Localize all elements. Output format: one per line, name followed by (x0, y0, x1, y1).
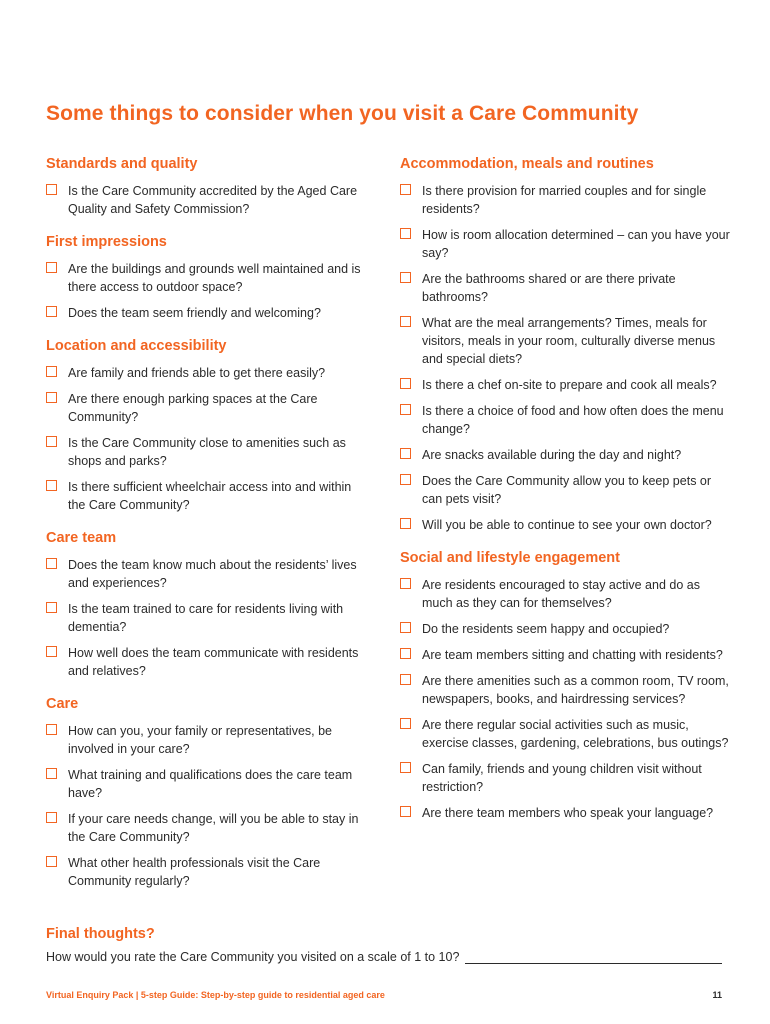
checklist-item (400, 314, 730, 368)
checklist-item (400, 576, 730, 612)
checklist-item (400, 646, 730, 664)
checkbox-icon[interactable] (46, 856, 57, 867)
checklist-item-text: Are there regular social activities such as music, exercise classes, gardening, celebrations, bus outings? (422, 718, 729, 750)
checkbox-icon[interactable] (46, 436, 57, 447)
checklist-item-text: Are family and friends able to get there easily? (68, 366, 326, 380)
checklist-item-text: Can family, friends and young children visit without restriction? (422, 762, 702, 794)
section-first-impressions (46, 234, 366, 322)
checklist-item (46, 478, 366, 514)
checkbox-icon[interactable] (400, 184, 411, 195)
checklist-item (46, 260, 366, 296)
rating-question: How would you rate the Care Community you visited on a scale of 1 to 10? (46, 950, 460, 964)
footer-text: Virtual Enquiry Pack | 5-step Guide: Step-by-step guide to residential aged care (46, 990, 385, 1000)
checkbox-icon[interactable] (46, 768, 57, 779)
checklist-item (400, 472, 730, 508)
checkbox-icon[interactable] (46, 812, 57, 823)
checklist-item-text: How can you, your family or representatives, be involved in your care? (68, 724, 333, 756)
checklist-item-text: How is room allocation determined – can you have your say? (422, 228, 730, 260)
left-column (46, 156, 366, 906)
checklist-item-text: What other health professionals visit the Care Community regularly? (68, 856, 321, 888)
rating-question-row (46, 950, 722, 964)
checklist-item (400, 446, 730, 464)
checklist-item-text: Do the residents seem happy and occupied? (422, 622, 670, 636)
checklist-item (400, 620, 730, 638)
final-thoughts-section (46, 926, 722, 964)
checklist-item (46, 434, 366, 470)
checkbox-icon[interactable] (400, 674, 411, 685)
section-heading: First impressions (46, 234, 167, 250)
checklist-item (46, 722, 366, 758)
checkbox-icon[interactable] (46, 262, 57, 273)
checklist-item (400, 270, 730, 306)
checkbox-icon[interactable] (400, 378, 411, 389)
checklist-item-text: Is there provision for married couples and for single residents? (422, 184, 707, 216)
checklist-item-text: Are snacks available during the day and night? (422, 448, 682, 462)
section-heading: Care team (46, 530, 117, 546)
checklist-item-text: Are the buildings and grounds well maintained and is there access to outdoor space? (68, 262, 361, 294)
checklist-item-text: Is there a chef on-site to prepare and cook all meals? (422, 378, 717, 392)
section-social-and-lifestyle-engagement (400, 550, 730, 822)
section-heading: Standards and quality (46, 156, 198, 172)
section-location-and-accessibility (46, 338, 366, 514)
checklist-item (46, 854, 366, 890)
section-care-team (46, 530, 366, 680)
checkbox-icon[interactable] (400, 806, 411, 817)
checkbox-icon[interactable] (400, 404, 411, 415)
checklist-item (46, 556, 366, 592)
checklist-item-text: What training and qualifications does the care team have? (68, 768, 353, 800)
checklist-item-text: Are there enough parking spaces at the Care Community? (68, 392, 318, 424)
page-number: 11 (712, 990, 722, 1000)
checklist-item-text: Does the Care Community allow you to keep pets or can pets visit? (422, 474, 712, 506)
checklist-item (400, 182, 730, 218)
checklist-item-text: Are there team members who speak your language? (422, 806, 714, 820)
checkbox-icon[interactable] (46, 558, 57, 569)
checkbox-icon[interactable] (46, 184, 57, 195)
section-care (46, 696, 366, 890)
rating-answer-line[interactable] (465, 950, 722, 964)
checklist-item-text: Is the Care Community accredited by the Aged Care Quality and Safety Commission? (68, 184, 358, 216)
section-heading: Location and accessibility (46, 338, 227, 354)
checklist-item-text: Is the Care Community close to amenities such as shops and parks? (68, 436, 346, 468)
section-accommodation-meals-and-routines (400, 156, 730, 534)
checklist-item (46, 810, 366, 846)
checkbox-icon[interactable] (400, 228, 411, 239)
checkbox-icon[interactable] (400, 316, 411, 327)
checklist-item-text: Will you be able to continue to see your own doctor? (422, 518, 712, 532)
checkbox-icon[interactable] (400, 474, 411, 485)
checklist-item (400, 672, 730, 708)
checkbox-icon[interactable] (400, 578, 411, 589)
checklist-item-text: Does the team know much about the residents’ lives and experiences? (68, 558, 357, 590)
checklist-item-text: If your care needs change, will you be able to stay in the Care Community? (68, 812, 359, 844)
checklist-item-text: Are the bathrooms shared or are there private bathrooms? (422, 272, 676, 304)
checkbox-icon[interactable] (400, 648, 411, 659)
checkbox-icon[interactable] (46, 480, 57, 491)
checkbox-icon[interactable] (400, 622, 411, 633)
checklist-item (400, 804, 730, 822)
checkbox-icon[interactable] (46, 306, 57, 317)
checklist-item (400, 716, 730, 752)
checkbox-icon[interactable] (400, 448, 411, 459)
checklist-item (46, 766, 366, 802)
checklist-item (400, 226, 730, 262)
checklist-item-text: Are team members sitting and chatting with residents? (422, 648, 723, 662)
right-column (400, 156, 730, 838)
checklist-item-text: Are residents encouraged to stay active and do as much as they can for themselves? (422, 578, 700, 610)
section-heading: Social and lifestyle engagement (400, 550, 620, 566)
checkbox-icon[interactable] (400, 272, 411, 283)
checkbox-icon[interactable] (400, 762, 411, 773)
checkbox-icon[interactable] (46, 366, 57, 377)
checklist-item (400, 516, 730, 534)
page-title: Some things to consider when you visit a Care Community (46, 102, 639, 125)
checklist-item-text: Is there a choice of food and how often does the menu change? (422, 404, 724, 436)
checklist-item (46, 304, 366, 322)
checklist-item (46, 182, 366, 218)
checklist-item-text: Are there amenities such as a common room, TV room, newspapers, books, and hairdressing services? (422, 674, 729, 706)
checklist-item (400, 376, 730, 394)
checkbox-icon[interactable] (400, 718, 411, 729)
checklist-item (46, 364, 366, 382)
section-heading: Care (46, 696, 79, 712)
checklist-item (46, 644, 366, 680)
checklist-item (400, 760, 730, 796)
checklist-item-text: Is there sufficient wheelchair access into and within the Care Community? (68, 480, 352, 512)
checklist-item-text: Is the team trained to care for residents living with dementia? (68, 602, 344, 634)
section-heading: Accommodation, meals and routines (400, 156, 654, 172)
checkbox-icon[interactable] (400, 518, 411, 529)
footer (46, 990, 722, 1000)
checklist-item (46, 390, 366, 426)
checkbox-icon[interactable] (46, 646, 57, 657)
checkbox-icon[interactable] (46, 392, 57, 403)
checklist-item (400, 402, 730, 438)
checklist-item (46, 600, 366, 636)
checklist-item-text: How well does the team communicate with residents and relatives? (68, 646, 359, 678)
checkbox-icon[interactable] (46, 602, 57, 613)
checklist-item-text: Does the team seem friendly and welcoming? (68, 306, 321, 320)
checklist-item-text: What are the meal arrangements? Times, meals for visitors, meals in your room, culturally diverse menus and special diets? (422, 316, 716, 366)
section-standards-and-quality (46, 156, 366, 218)
final-thoughts-heading: Final thoughts? (46, 926, 155, 942)
checkbox-icon[interactable] (46, 724, 57, 735)
